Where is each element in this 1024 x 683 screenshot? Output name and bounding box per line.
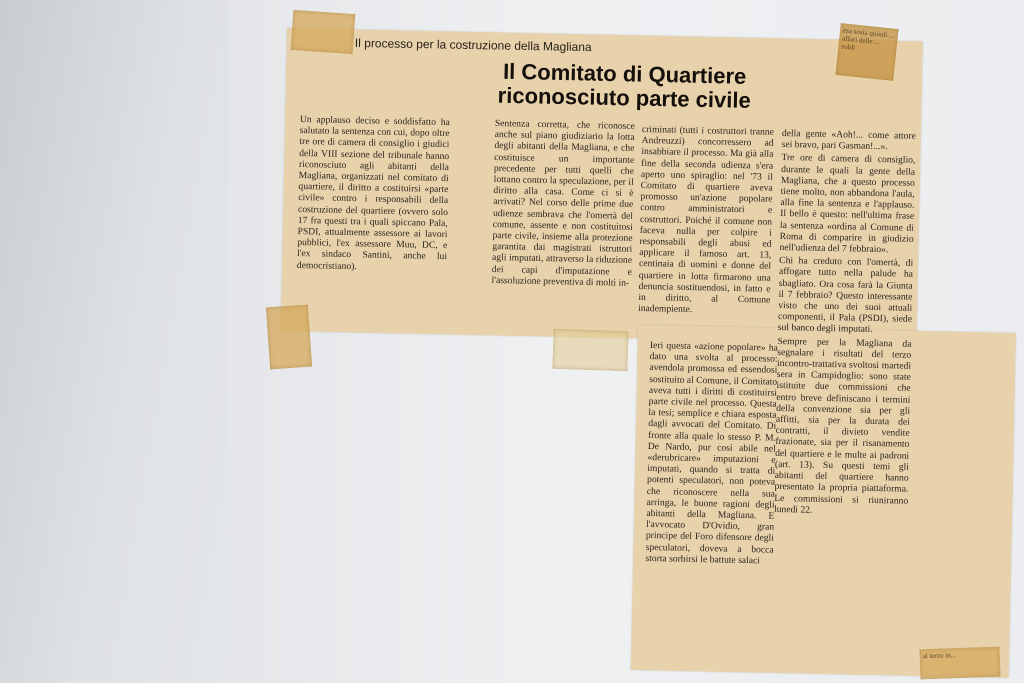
column-3b-text: Ieri questa «azione popolare» ha dato una svolta al processo: avendola promossa ed essendosi sostituito al Comune, il Comitato aveva tutti i diritti di costituirsi parte civile nel processo. Questa la tesi; semplice e chiara esposta dagli avvocati del Comitato. Di fronte alla quale lo stesso P. M. De Nardo, pur così abile nel «derubricare» imputazioni e imputati, quando si tratta di potenti speculatori, non poteva che riconoscere nella sua arringa, le buone ragioni degli abitanti della Magliana. E l'avvocato D'Ovidio, gran principe del Foro difensore degli speculatori, doveva a bocca storta sorbirsi le battute salaci [645,340,778,567]
column-3-text: criminati (tutti i costruttori tranne Andreuzzi) concorressero ad insabbiare il processo. Ma già alla fine della seconda udienza s'era aperto uno spiraglio: nel '73 il Comitato di quartiere aveva promosso un'azione popolare contro amministratori e costruttori. Poiché il comune non faceva nulla per colpire i responsabili degli abusi ed applicare il famoso art. 13, centinaia di uomini e donne del quartiere in lotta firmarono una denuncia sostituendosi, in fatto e in diritto, al Comune inadempiente. [638,124,774,316]
column-4-text-c: Chi ha creduto con l'omertà, di affogare tutto nella palude ha sbagliato. Ora cosa farà la Giunta il 7 febbraio? Questo interessante visto che uno dei suoi attuali componenti, il Pala (PSDI), siede sul banco degli imputati. [777,255,914,336]
tape-top-right-text: esa sosia quindi ... affari delle ... soldi [841,26,895,52]
tape-bottom-right-text: al terzo in... [922,651,957,661]
article-column-2 [491,118,635,331]
article-headline [419,58,830,115]
tape-top-left [291,10,356,54]
column-4-text-a: della gente «Aoh!... come attore sei bravo, pari Gasman!...». [781,128,916,153]
article-column-3-continued [643,340,778,661]
tape-middle-center [552,329,628,372]
article-column-1 [296,114,450,327]
tape-top-right [835,23,898,81]
column-4-text-b: Tre ore di camera di consiglio, durante le quali la gente della Magliana, che a questo processo tiene molto, non abbandona l'aula, alla fine la sentenza e l'applauso. Il bello è questo: nell'ultima frase la sentenza «ordina al Comune di Roma di comparire in giudizio nell'udienza del 7 febbraio». [779,152,916,256]
article-column-4 [771,128,916,651]
column-1-text: Un applauso deciso e soddisfatto ha salutato la sentenza con cui, dopo oltre tre ore di camera di consiglio i giudici della VIII sezione del tribunale hanno riconosciuto agli abitanti della Magliana, organizzati nel comitato di quartiere, il diritto a costituirsi «parte civile» contro i responsabili della costruzione del quartiere (ovvero solo 17 fra questi tra i quali spiccano Pala, PSDI, attualmente assessore ai lavori pubblici, l'ex assessore Muu, DC, e l'ex sindaco Santini, anche lui democristiano). [296,114,450,272]
tape-bottom-right [920,647,1001,680]
column-2-text: Sentenza corretta, che riconosce anche sul piano giudiziario la lotta degli abitanti della Magliana, e che costituisce un importante precedente per tutti quelli che lottano contro la speculazione, per il diritto alla casa. Come ci si è arrivati? Nel corso delle prime due udienze sembrava che l'omertà del comune, assente e non costituitosi parte civile, insieme alla protezione garantita dai magistrati istruttori agli imputati, attraverso la riduzione dei capi d'imputazione e l'assoluzione preventiva di molti in- [491,118,635,289]
tape-middle-left [266,305,312,370]
headline-line-1: Il Comitato di Quartiere [502,58,747,89]
article-kicker: Il processo per la costruzione della Magliana [354,36,592,55]
headline-line-2: riconosciuto parte civile [497,82,751,113]
column-4-text-d: Sempre per la Magliana da segnalare i risultati del terzo incontro-trattativa svoltosi martedì sera in Campidoglio: sono state istituite due commissioni che entro breve definiscano i termini della convenzione sia per gli affitti, sia per la durata dei contratti, il divieto vendite frazionate, sia per il risanamento del quartiere e le multe ai padroni (art. 13). Su questi temi gli abitanti del quartiere hanno presentato la propria piattaforma. Le commissioni si riuniranno lunedì 22. [773,335,912,516]
article-column-3 [638,124,774,337]
